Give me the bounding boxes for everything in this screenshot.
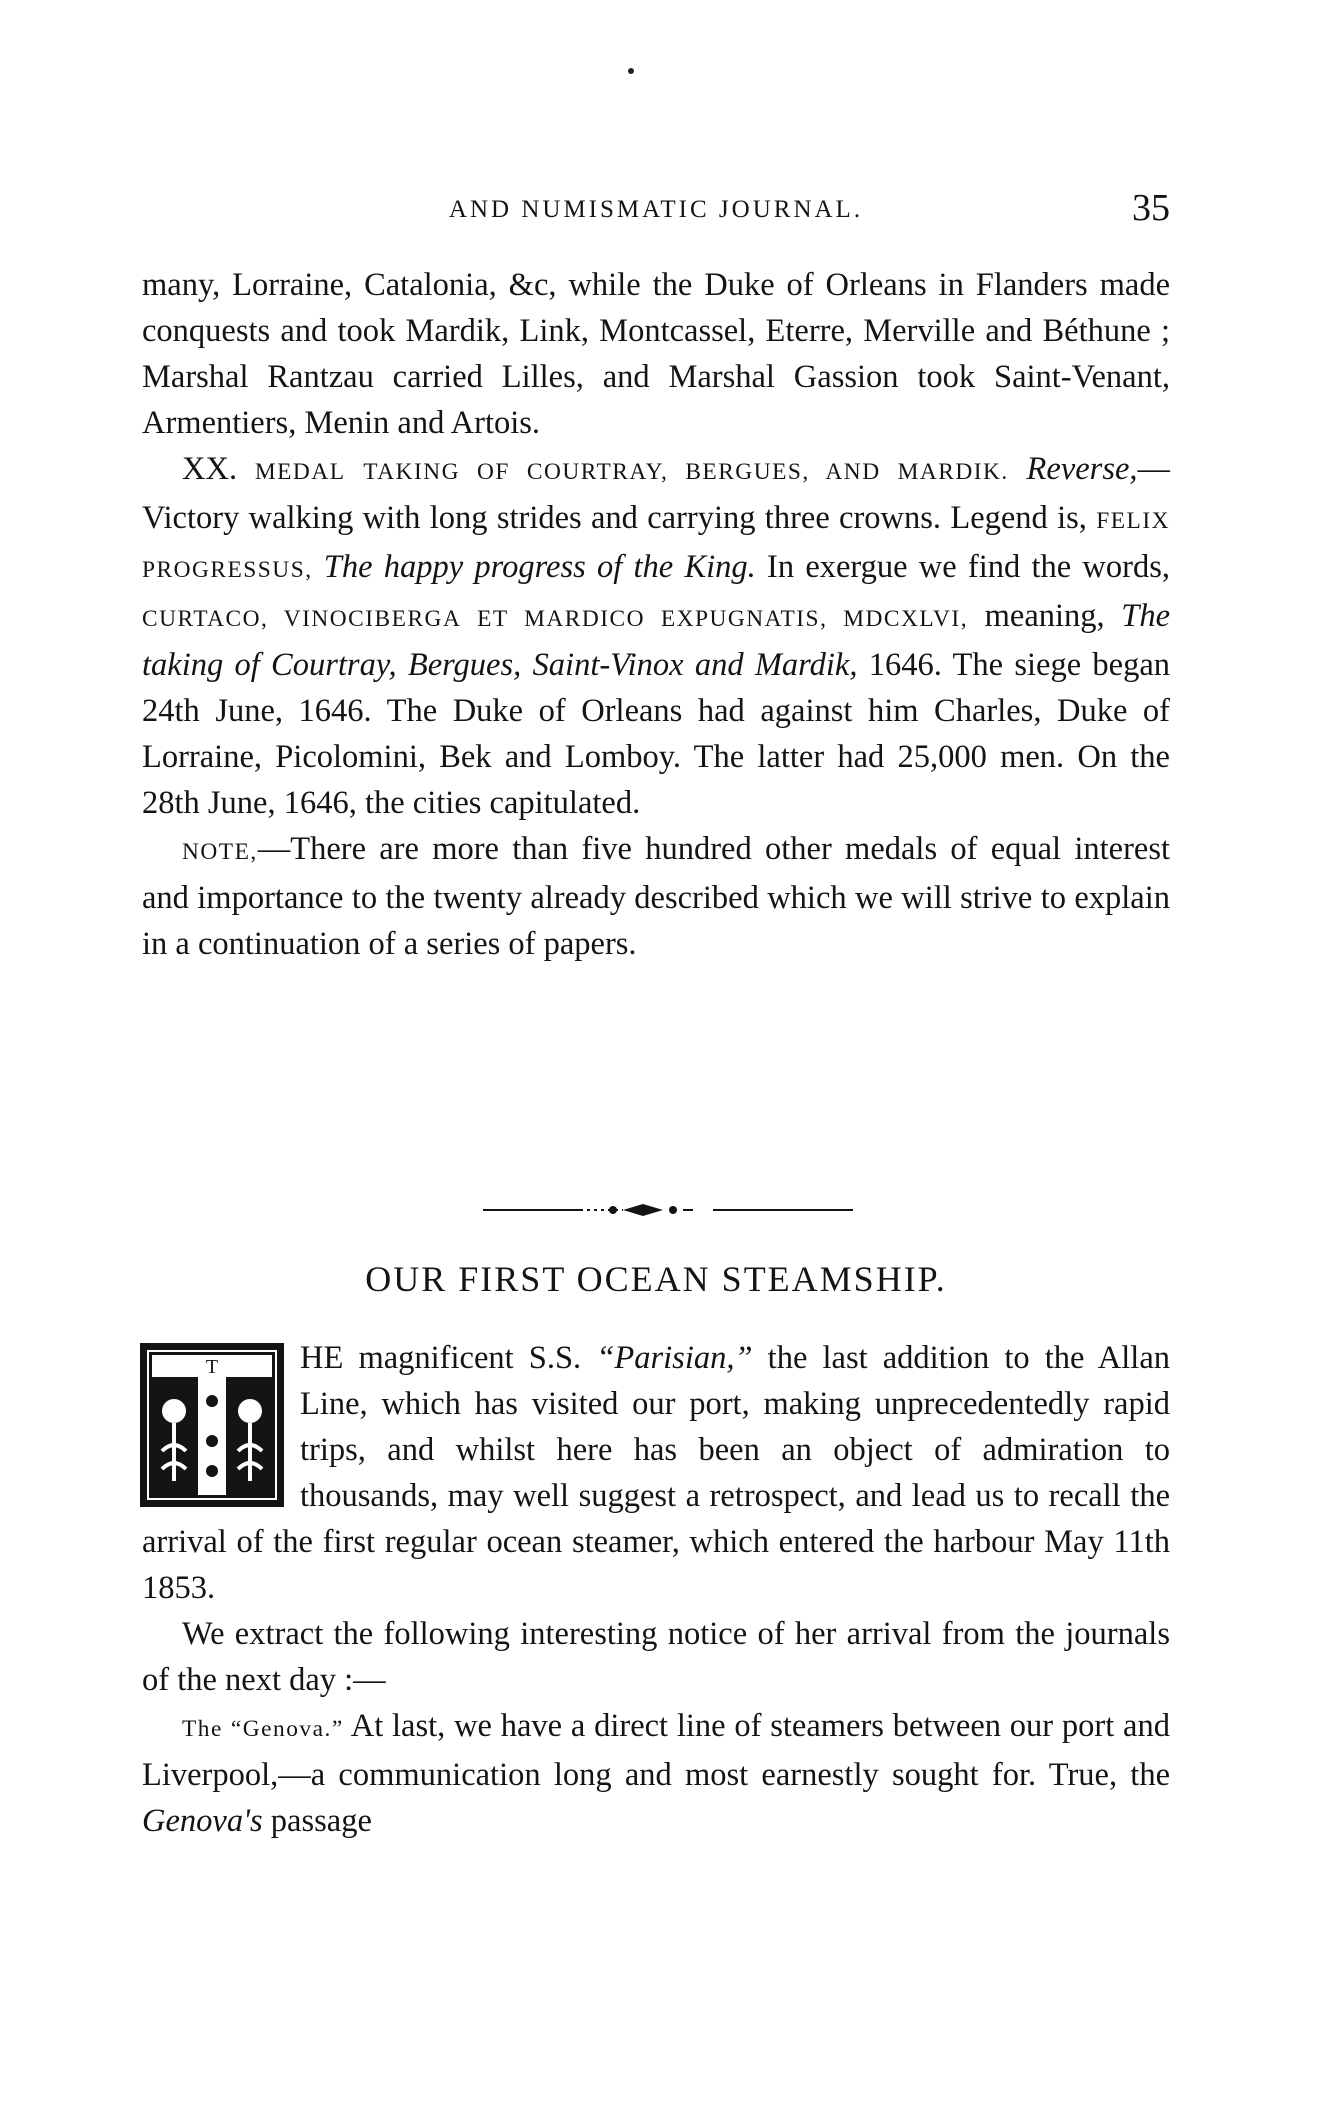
paragraph-parisian-rest: the last addition to the Allan Line, which has visited our port, making unprecedentedly rapid trips, and whilst here has been an object of admiration to thousands, may well suggest a retrospect, and lead us to recall the arrival of the first regular ocean steamer, which entered the harbour May 11th 1853. — [142, 1340, 1171, 1606]
running-title: AND NUMISMATIC JOURNAL. — [448, 196, 864, 223]
dropcap — [138, 1341, 286, 1509]
dropcap-ornament-icon — [138, 1341, 286, 1509]
ship-name: “Parisian,” — [596, 1340, 753, 1376]
paragraph-opening: HE magnificent S.S. — [300, 1340, 582, 1376]
paragraph-conquests: many, Lorraine, Catalonia, &c, while the Duke of Orleans in Flanders made conquests and took Mardik, Link, Montcassel, Eterre, Merville and Béthune ; Marshal Rantzau carried Lilles, and Marshal Gassion took Saint-Venant, Armentiers, Menin and Artois. — [142, 267, 1170, 441]
article-body — [142, 1335, 1170, 1844]
legend-translation: The happy progress of the King. — [323, 549, 756, 585]
medals-section — [142, 262, 1170, 967]
divider-diamond — [623, 1204, 663, 1216]
genova-end: passage — [270, 1803, 372, 1839]
legend-text: FELIX PROGRESSUS, — [142, 508, 1171, 583]
reverse-label: Reverse, — [1026, 451, 1138, 487]
svg-text:T: T — [205, 1356, 219, 1378]
genova-text: At last, we have a direct line of steamers between our port and Liverpool,—a communication long and most earnestly sought for. True, the — [142, 1708, 1170, 1793]
meaning-translation: The taking of Courtray, Bergues, Saint-Vinox and Mardik, — [142, 598, 1171, 683]
exergue-intro: In exergue we find the words, — [767, 549, 1171, 585]
page-number: 35 — [1132, 187, 1170, 229]
genova-ship-name: Genova's — [142, 1803, 263, 1839]
paragraph-note — [142, 826, 1170, 967]
paragraph-parisian — [142, 1335, 1170, 1611]
stray-ink-dot — [628, 68, 634, 74]
paragraph-medal-xx — [142, 446, 1170, 826]
exergue-text: CURTACO, VINOCIBERGА ET MARDICO EXPUGNATIS, MDCXLVI, — [142, 606, 969, 632]
divider-dot-right — [669, 1206, 677, 1214]
note-label: NOTE, — [182, 839, 258, 865]
medal-title: TAKING OF COURTRAY, BERGUES, AND MARDIK. — [363, 459, 1009, 485]
reverse-description: —Victory walking with long strides and carrying three crowns. Legend is, — [142, 451, 1171, 536]
note-text: —There are more than five hundred other medals of equal interest and importance to the twenty already described which we will strive to explain in a continuation of a series of papers. — [142, 831, 1170, 962]
medal-number: XX. — [182, 451, 238, 487]
siege-details: 1646. The siege began 24th June, 1646. The Duke of Orleans had against him Charles, Duke of Lorraine, Picolomini, Bek and Lomboy. The latter had 25,000 men. On the 28th June, 1646, the cities capitulated. — [142, 647, 1170, 821]
divider-dot-left — [609, 1206, 617, 1214]
page-header — [142, 186, 1170, 238]
genova-label: The “Genova.” — [182, 1716, 344, 1742]
meaning-intro: meaning, — [984, 598, 1105, 634]
paragraph-extract: We extract the following interesting notice of her arrival from the journals of the next day :— — [142, 1616, 1170, 1698]
medal-word: MEDAL — [254, 459, 346, 485]
paragraph-genova — [142, 1703, 1170, 1844]
section-divider-ornament — [483, 1198, 853, 1222]
article-title: OUR FIRST OCEAN STEAMSHIP. — [365, 1259, 947, 1299]
